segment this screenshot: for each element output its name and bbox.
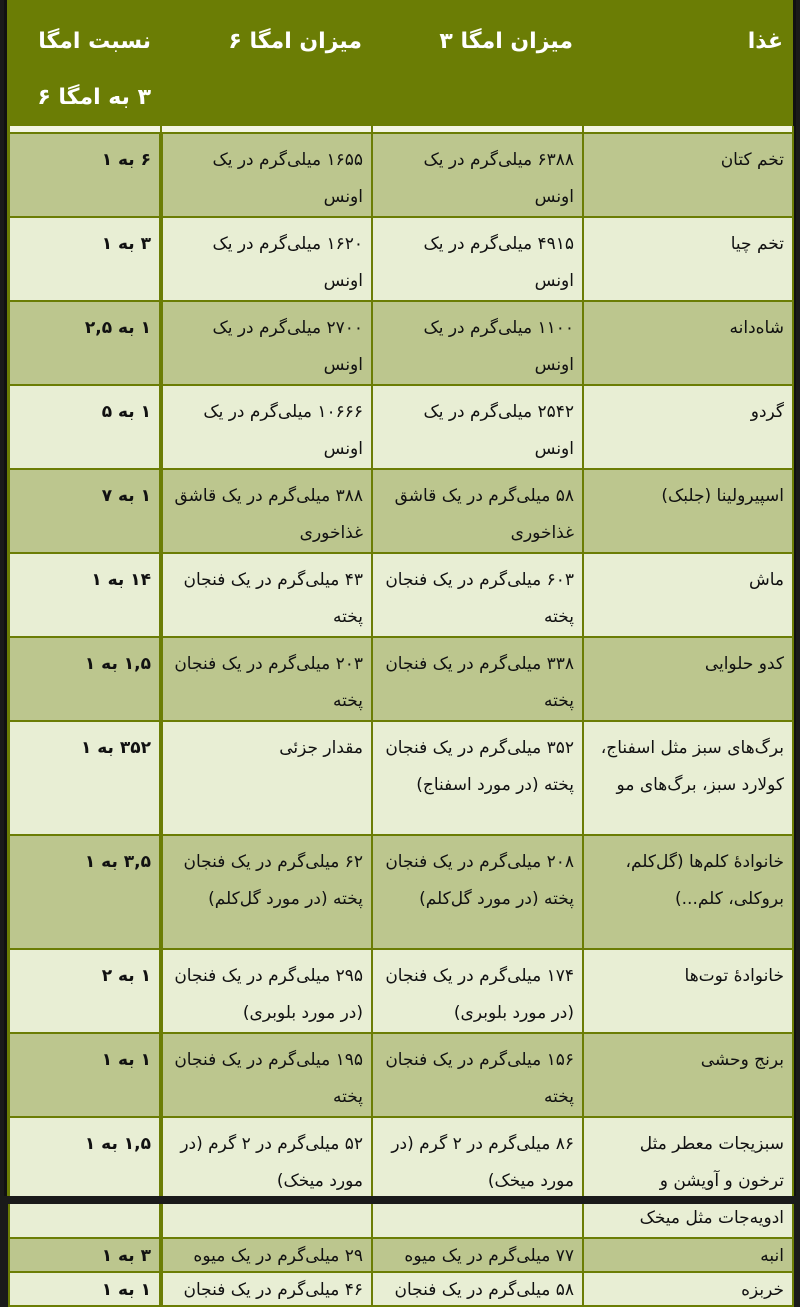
cell-food: اسپیرولینا (جلبک)	[583, 469, 793, 553]
cell-omega3: ۷۷ میلی‌گرم در یک میوه	[372, 1238, 583, 1272]
cell-food: خانوادهٔ توت‌ها	[583, 949, 793, 1033]
table-row	[9, 385, 793, 469]
cell-food: تخم کتان	[583, 133, 793, 217]
cell-omega3: ۸۶ میلی‌گرم در ۲ گرم (در مورد میخک)	[372, 1117, 583, 1238]
cell-ratio: ۱ به ۲,۵	[9, 301, 161, 385]
cell-food: خانوادهٔ کلم‌ها (گل‌کلم، بروکلی، کلم...)	[583, 835, 793, 949]
cell-ratio: ۳ به ۱	[9, 217, 161, 301]
cell-omega3: ۵۸ میلی‌گرم در یک قاشق غذاخوری	[372, 469, 583, 553]
table-row	[9, 217, 793, 301]
cell-omega3: ۳۳۸ میلی‌گرم در یک فنجان پخته	[372, 637, 583, 721]
cell-omega6: ۱۶۲۰ میلی‌گرم در یک اونس	[161, 217, 372, 301]
cell-omega6: ۲۰۳ میلی‌گرم در یک فنجان پخته	[161, 637, 372, 721]
cell-omega6: ۱۰۶۶۶ میلی‌گرم در یک اونس	[161, 385, 372, 469]
header-omega3: میزان امگا ۳	[372, 0, 583, 126]
omega-comparison-table	[8, 0, 794, 1307]
cell-omega6: ۲۹۵ میلی‌گرم در یک فنجان (در مورد بلوبری)	[161, 949, 372, 1033]
table-row	[9, 949, 793, 1033]
cell-food: برگ‌های سبز مثل اسفناج، کولارد سبز، برگ‌های مو	[583, 721, 793, 835]
table-header	[9, 0, 793, 133]
cell-ratio: ۱ به ۷	[9, 469, 161, 553]
cell-food: برنج وحشی	[583, 1033, 793, 1117]
cell-food: گردو	[583, 385, 793, 469]
cell-omega6: مقدار جزئی	[161, 721, 372, 835]
cell-omega3: ۵۸ میلی‌گرم در یک فنجان	[372, 1272, 583, 1306]
table-row	[9, 1272, 793, 1306]
cell-omega3: ۲۰۸ میلی‌گرم در یک فنجان پخته (در مورد گل‌کلم)	[372, 835, 583, 949]
cell-omega3: ۶۳۸۸ میلی‌گرم در یک اونس	[372, 133, 583, 217]
cell-omega6: ۵۲ میلی‌گرم در ۲ گرم (در مورد میخک)	[161, 1117, 372, 1238]
table-row	[9, 133, 793, 217]
table-row	[9, 301, 793, 385]
cell-omega6: ۱۹۵ میلی‌گرم در یک فنجان پخته	[161, 1033, 372, 1117]
cell-omega6: ۲۷۰۰ میلی‌گرم در یک اونس	[161, 301, 372, 385]
cell-omega3: ۱۱۰۰ میلی‌گرم در یک اونس	[372, 301, 583, 385]
table-body	[9, 133, 793, 1306]
header-omega6: میزان امگا ۶	[161, 0, 372, 126]
cell-food: شاه‌دانه	[583, 301, 793, 385]
table-row	[9, 1033, 793, 1117]
table-row	[9, 1238, 793, 1272]
cell-omega3: ۲۵۴۲ میلی‌گرم در یک اونس	[372, 385, 583, 469]
cell-ratio: ۱,۵ به ۱	[9, 1117, 161, 1238]
cell-food: خربزه	[583, 1272, 793, 1306]
cell-food: سبزیجات معطر مثل ترخون و آویشن و ادویه‌جات مثل میخک	[583, 1117, 793, 1238]
table-row	[9, 637, 793, 721]
cell-omega3: ۱۷۴ میلی‌گرم در یک فنجان (در مورد بلوبری)	[372, 949, 583, 1033]
cell-omega3: ۱۵۶ میلی‌گرم در یک فنجان پخته	[372, 1033, 583, 1117]
cell-food: ماش	[583, 553, 793, 637]
table-row	[9, 1117, 793, 1238]
cell-ratio: ۱۴ به ۱	[9, 553, 161, 637]
table-row	[9, 721, 793, 835]
table-row	[9, 469, 793, 553]
cell-ratio: ۱ به ۲	[9, 949, 161, 1033]
cell-omega6: ۴۶ میلی‌گرم در یک فنجان	[161, 1272, 372, 1306]
cell-food: انبه	[583, 1238, 793, 1272]
cell-ratio: ۱ به ۱	[9, 1272, 161, 1306]
cell-ratio: ۱ به ۵	[9, 385, 161, 469]
cell-food: تخم چیا	[583, 217, 793, 301]
header-food: غذا	[583, 0, 793, 126]
cell-ratio: ۱,۵ به ۱	[9, 637, 161, 721]
cell-omega3: ۴۹۱۵ میلی‌گرم در یک اونس	[372, 217, 583, 301]
cell-omega6: ۲۹ میلی‌گرم در یک میوه	[161, 1238, 372, 1272]
header-ratio: نسبت امگا ۳ به امگا ۶	[9, 0, 161, 126]
cell-ratio: ۳۵۲ به ۱	[9, 721, 161, 835]
cell-food: کدو حلوایی	[583, 637, 793, 721]
cell-omega6: ۶۲ میلی‌گرم در یک فنجان پخته (در مورد گل‌کلم)	[161, 835, 372, 949]
cell-ratio: ۶ به ۱	[9, 133, 161, 217]
cell-ratio: ۳,۵ به ۱	[9, 835, 161, 949]
cell-ratio: ۳ به ۱	[9, 1238, 161, 1272]
table-row	[9, 835, 793, 949]
cell-omega3: ۳۵۲ میلی‌گرم در یک فنجان پخته (در مورد اسفناج)	[372, 721, 583, 835]
cell-omega6: ۱۶۵۵ میلی‌گرم در یک اونس	[161, 133, 372, 217]
cell-omega6: ۳۸۸ میلی‌گرم در یک قاشق غذاخوری	[161, 469, 372, 553]
cell-omega6: ۴۳ میلی‌گرم در یک فنجان پخته	[161, 553, 372, 637]
header-separator	[9, 126, 793, 133]
bottom-strip	[0, 1196, 800, 1204]
table-row	[9, 553, 793, 637]
cell-omega3: ۶۰۳ میلی‌گرم در یک فنجان پخته	[372, 553, 583, 637]
cell-ratio: ۱ به ۱	[9, 1033, 161, 1117]
